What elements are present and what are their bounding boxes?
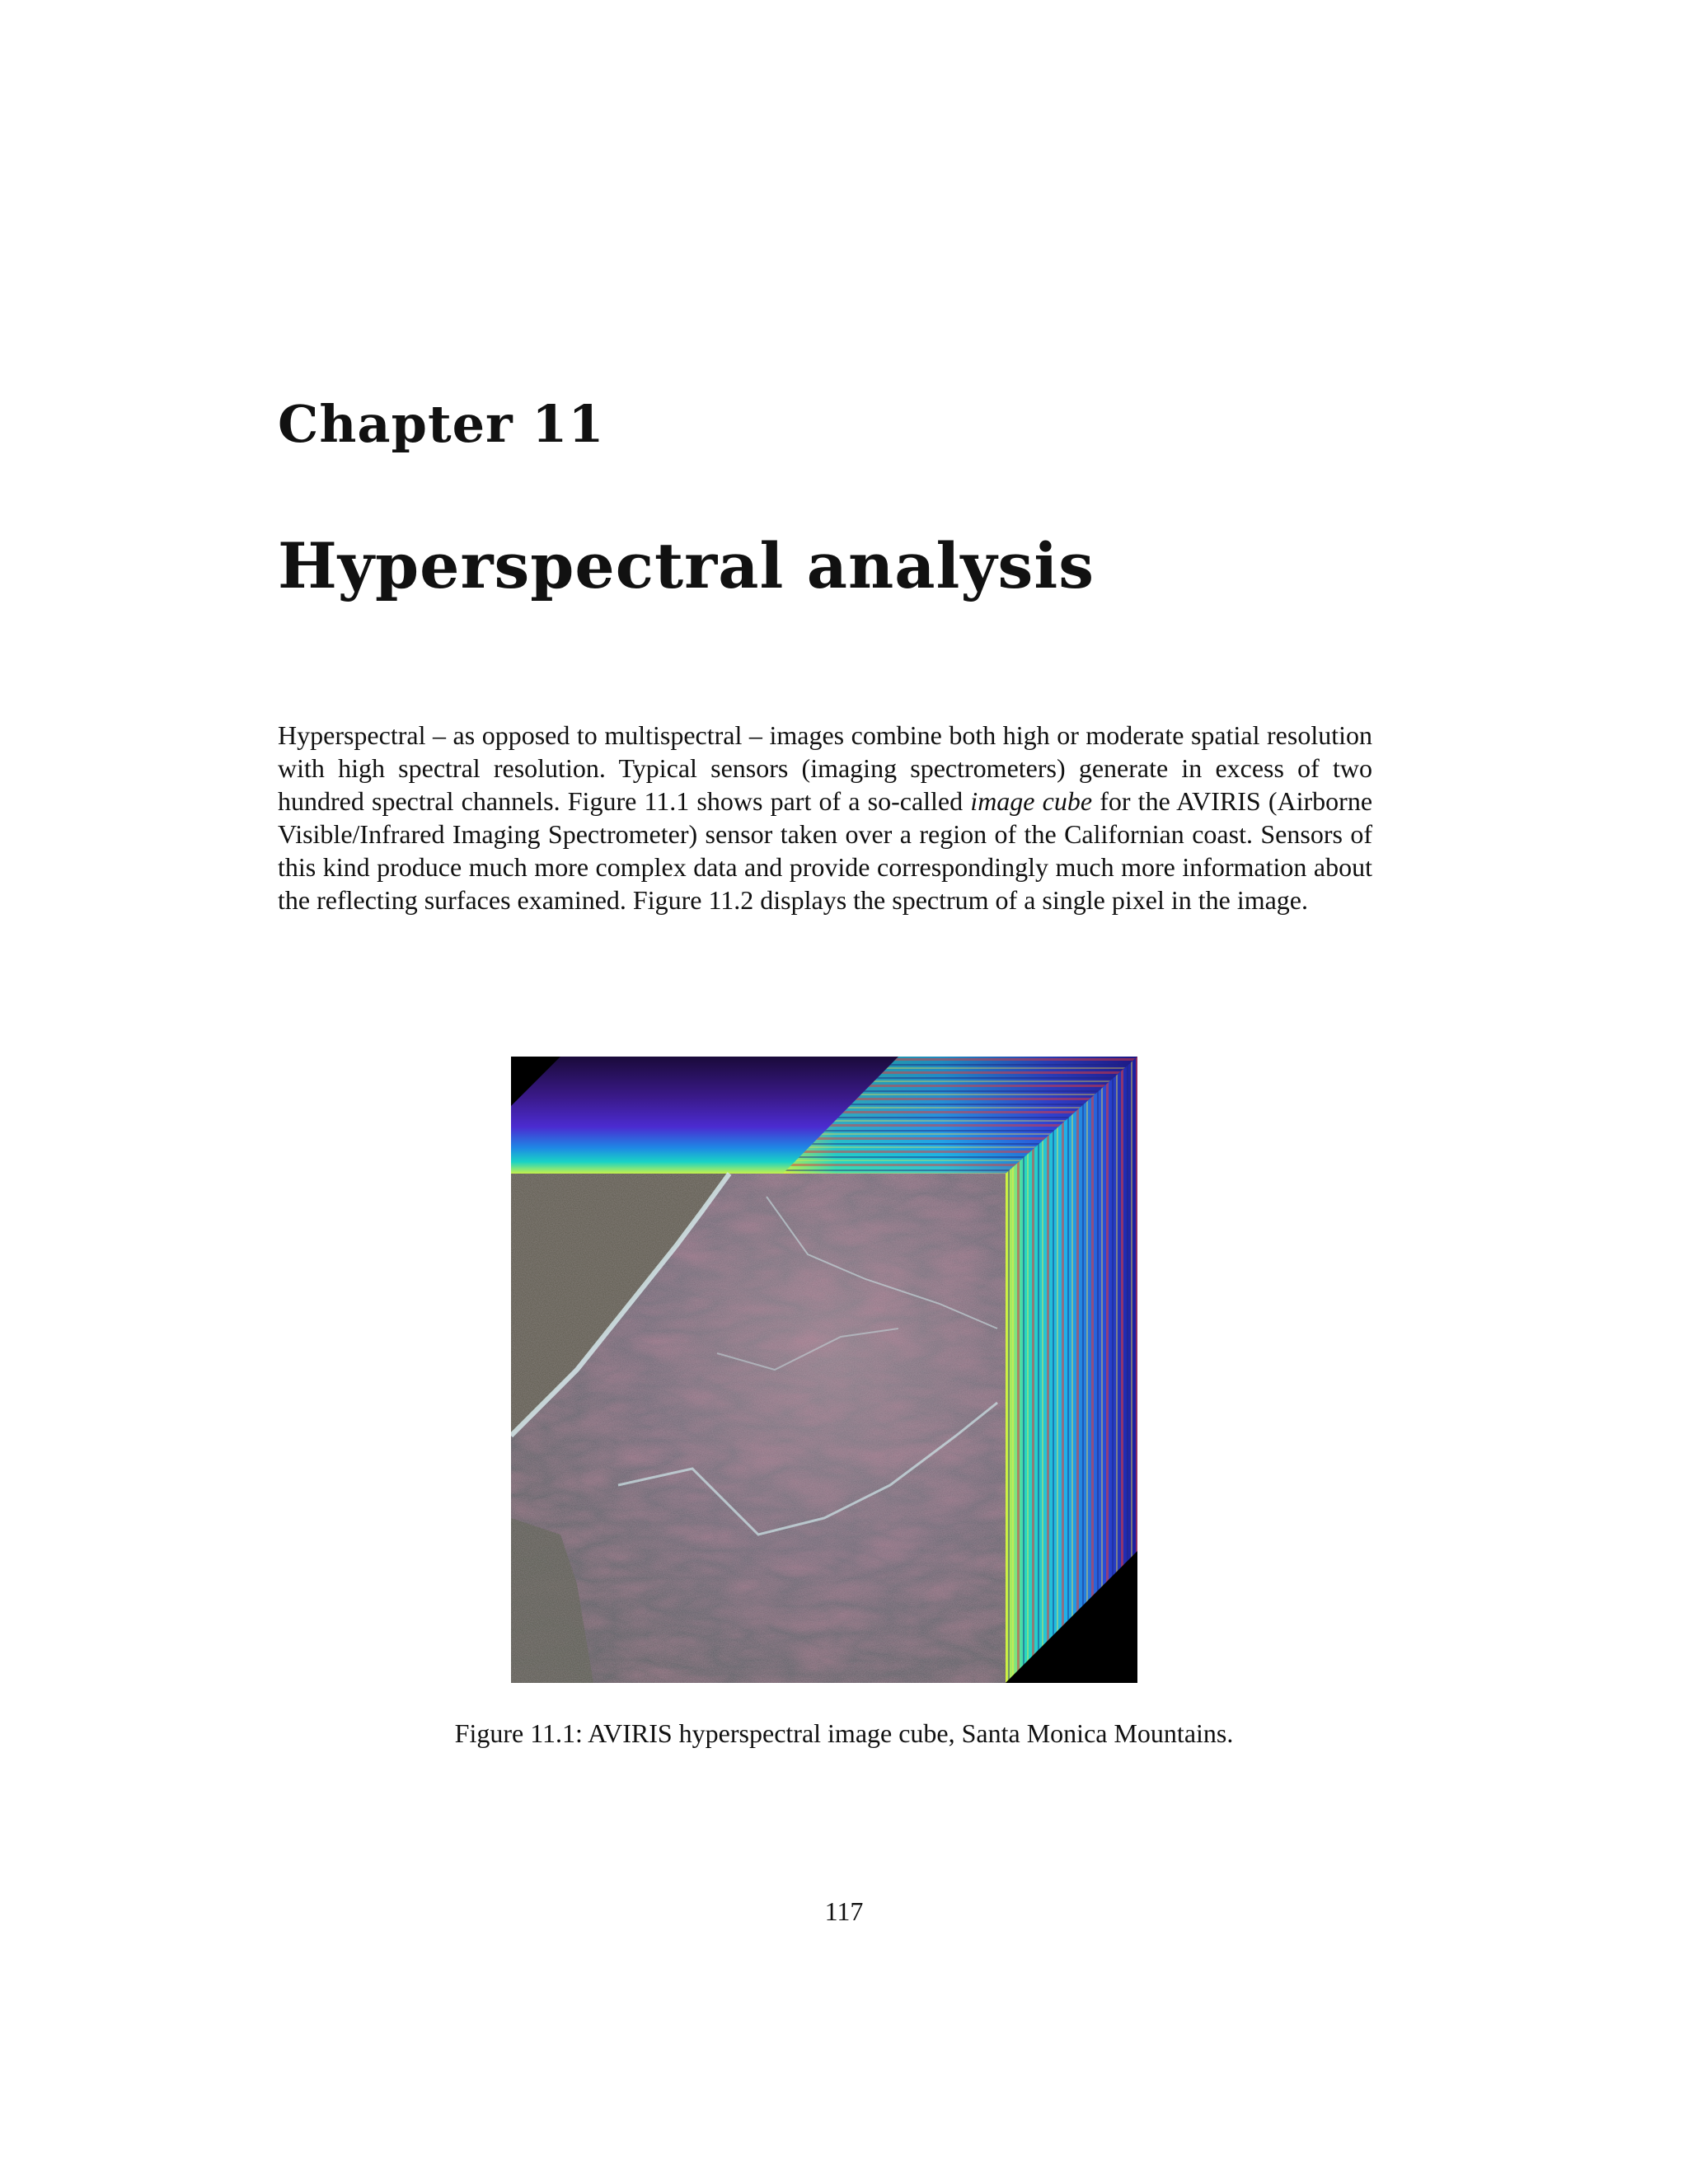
intro-paragraph: [278, 719, 1372, 916]
figure-caption: Figure 11.1: AVIRIS hyperspectral image cube, Santa Monica Mountains.: [454, 1718, 1234, 1748]
chapter-title: Hyperspectral analysis: [278, 529, 1095, 602]
image-cube-illustration: [511, 1057, 1137, 1683]
page-number: 117: [824, 1896, 864, 1926]
paragraph-text-1: Hyperspectral – as opposed to multispectral – images combine both high or moderate spatial resolution with high spectral resolution. Typical sensors (imaging spectrometers) generate in excess of two hundred spectral channels. Figure 11.1 shows part of a so-called: [278, 720, 1372, 816]
hyperspectral-cube-figure: [511, 1057, 1137, 1683]
paragraph-italic-term: image cube: [970, 786, 1093, 816]
landscape-image: [511, 1174, 1006, 1683]
chapter-label: Chapter 11: [278, 394, 605, 454]
paragraph-text-2: for the AVIRIS (Airborne Visible/Infrared Imaging Spectrometer) sensor taken over a region of the Californian coast. Sensors of this kind produce much more complex data and provide correspondingly much more information about the reflecting surfaces examined. Figure 11.2 displays the spectrum of a single pixel in the image.: [278, 786, 1373, 915]
